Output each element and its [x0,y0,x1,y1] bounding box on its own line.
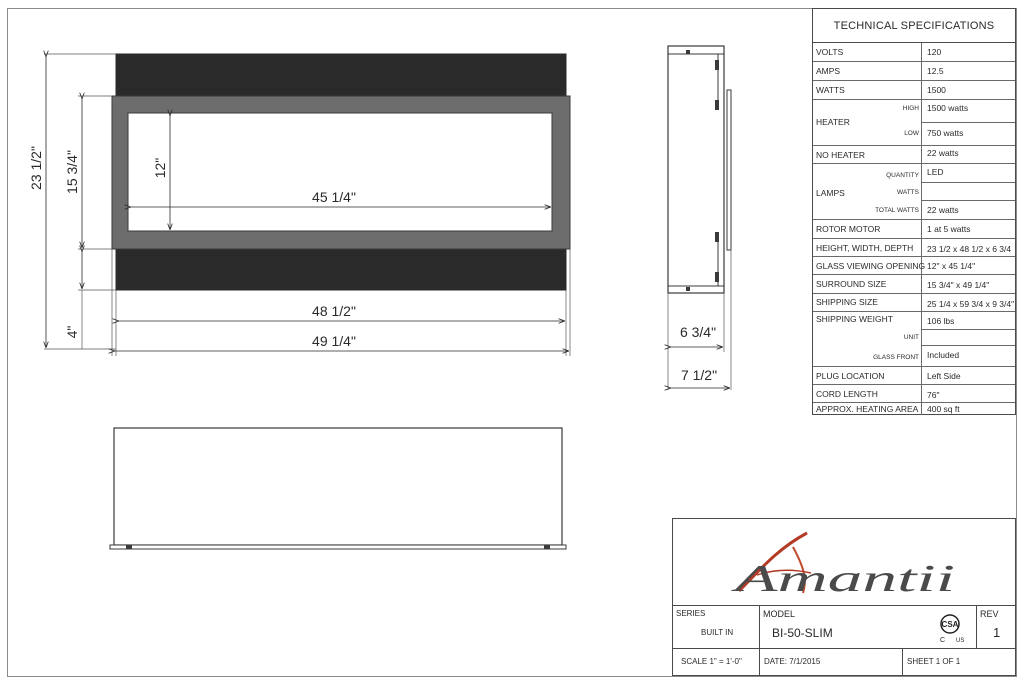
brand-logo-svg [673,519,1015,606]
spec-value: 76" [927,390,940,400]
brand-logo [673,519,1015,606]
spec-value: 120 [927,47,942,57]
spec-row-no-heater [813,146,1015,164]
dim-side-depth-inner: 6 3/4" [679,324,717,340]
rev-cell [977,606,1015,649]
csa-certification-icon [936,611,966,643]
dim-overall-height: 23 1/2" [28,146,44,190]
spec-label: SHIPPING SIZE [816,297,878,307]
spec-sub-quantity: QUANTITY [886,172,919,179]
spec-label: AMPS [816,66,841,76]
model-value: BI-50-SLIM [772,626,833,640]
spec-sub-low: LOW [904,130,919,137]
dim-glass-height: 12" [152,157,168,179]
spec-row-shipping-size [813,294,1015,312]
spec-label: WATTS [816,85,845,95]
model-cell [760,606,977,649]
sheet-cell [903,649,1015,675]
brand-name: Amantii [729,558,955,600]
spec-sub-high: HIGH [902,105,919,112]
spec-sub-glass-front: GLASS FRONT [873,354,919,361]
spec-label: PLUG LOCATION [816,371,885,381]
series-cell [673,606,760,649]
spec-sub-unit: UNIT [903,334,919,341]
glass-opening [128,113,552,231]
spec-value: 12.5 [927,66,944,76]
rev-label: REV [980,609,999,619]
spec-label: VOLTS [816,47,844,57]
spec-label: APPROX. HEATING AREA [816,404,919,414]
spec-row-plug-location [813,367,1015,385]
spec-label: SURROUND SIZE [816,279,887,289]
dim-surround-height: 15 3/4" [64,150,80,194]
spec-row-heater [813,100,1015,146]
spec-value-total: 22 watts [927,205,959,215]
spec-row-cord-length [813,385,1015,403]
spec-label: CORD LENGTH [816,389,878,399]
spec-title: TECHNICAL SPECIFICATIONS [813,9,1015,43]
front-view [28,54,570,356]
spec-row-heating-area [813,403,1015,415]
side-view [668,46,731,390]
spec-value-low: 750 watts [927,128,964,138]
csa-c-text: C [940,637,946,643]
top-view [110,428,566,549]
spec-row-glass-opening [813,257,1015,275]
spec-value: 400 sq ft [927,404,960,414]
spec-label: GLASS VIEWING OPENING [816,261,926,271]
spec-label: SHIPPING WEIGHT [816,314,893,324]
bottom-dark-panel [116,249,566,290]
csa-us-text: US [956,638,965,643]
spec-value: 1500 [927,85,946,95]
dim-bottom-gap: 4" [64,325,80,339]
spec-value-quantity: LED [927,167,944,177]
dim-glass-width: 45 1/4" [312,189,356,205]
sheet-value: SHEET 1 OF 1 [907,657,961,666]
spec-row-surround-size [813,275,1015,294]
spec-label: ROTOR MOTOR [816,224,881,234]
title-block [672,518,1016,676]
spec-label: LAMPS [816,188,845,198]
spec-value: 106 lbs [927,316,955,326]
spec-row-watts [813,81,1015,100]
spec-value: 22 watts [927,148,959,158]
spec-label: NO HEATER [816,150,865,160]
spec-value: 25 1/4 x 59 3/4 x 9 3/4" [927,299,1015,309]
rev-value: 1 [993,625,1001,640]
spec-sub-total: TOTAL WATTS [875,207,919,214]
spec-value-glass-front: Included [927,350,960,360]
series-value: BUILT IN [701,628,734,637]
spec-row-amps [813,62,1015,81]
spec-value-high: 1500 watts [927,103,969,113]
spec-row-volts [813,43,1015,62]
dim-body-width: 48 1/2" [312,303,356,319]
spec-row-lamps [813,164,1015,220]
scale-cell [673,649,760,675]
series-label: SERIES [676,609,706,618]
date-cell [760,649,903,675]
dim-overall-width: 49 1/4" [312,333,356,349]
spec-label: HEATER [816,117,850,127]
dim-side-depth-outer: 7 1/2" [680,367,718,383]
spec-row-shipping-weight [813,312,1015,367]
technical-specifications-table [812,8,1016,415]
model-label: MODEL [763,609,796,619]
spec-value: Left Side [927,371,961,381]
spec-value: 23 1/2 x 48 1/2 x 6 3/4 [927,244,1012,254]
top-dark-panel [116,54,566,96]
spec-row-rotor-motor [813,220,1015,239]
spec-value: 12" x 45 1/4" [927,261,976,271]
date-value: DATE: 7/1/2015 [764,657,821,666]
spec-value: 1 at 5 watts [927,224,971,234]
scale-value: SCALE 1" = 1'-0" [681,657,742,666]
spec-label: HEIGHT, WIDTH, DEPTH [816,243,914,253]
spec-row-dimensions [813,239,1015,257]
spec-sub-watts: WATTS [896,189,919,196]
spec-value: 15 3/4" x 49 1/4" [927,280,990,290]
csa-mark-text: CSA [941,620,959,629]
